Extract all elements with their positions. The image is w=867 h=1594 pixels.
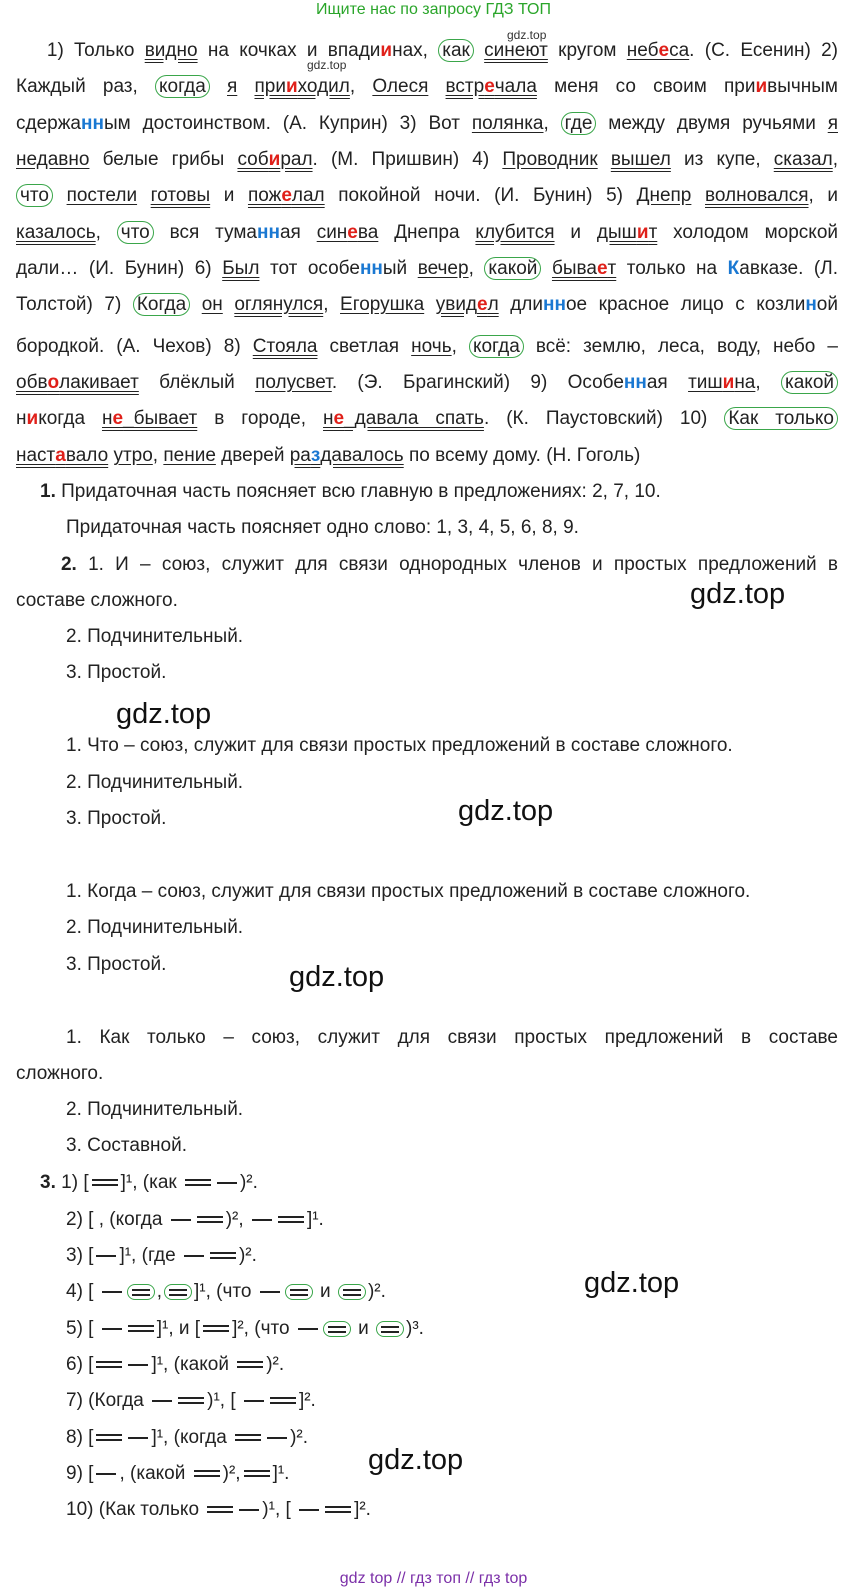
scheme-1: 3. 1) [ ]¹, (как )². (40, 1172, 258, 1193)
task2-chto: 1. Что – союз, служит для связи простых предложений в составе сложного. (66, 735, 733, 756)
watermark: gdz.top (690, 578, 786, 610)
top-banner[interactable]: Ищите нас по запросу ГДЗ ТОП (316, 1, 551, 18)
text-line: дали… (И. Бунин) 6) Был тот особенный вечер, какой бывает только на Кавказе. (Л. (16, 258, 838, 279)
task1-whole: 1. Придаточная часть поясняет всю главную в предложениях: 2, 7, 10. (40, 481, 661, 502)
text-line: никогда не_бывает в городе, не_давала спать. (К. Паустовский) 10) Как только (16, 404, 838, 434)
task2-i-line2: составе сложного. (16, 590, 178, 611)
text-line: бородкой. (А. Чехов) 8) Стояла светлая ночь, когда всё: землю, леса, воду, небо – (16, 336, 838, 357)
scheme-7: 7) (Когда )¹, [ ]². (66, 1390, 316, 1411)
scheme-2: 2) [ , (когда )², ]¹. (66, 1209, 324, 1230)
task2-i-line1: 2. 1. И – союз, служит для связи однородных членов и простых предложений в (60, 554, 839, 575)
scheme-3: 3) [ ]¹, (где )². (66, 1245, 257, 1266)
text-line: обволакивает блёклый полусвет. (Э. Брагинский) 9) Особенная тишина, какой (16, 368, 838, 398)
watermark: gdz.top (458, 795, 554, 827)
task2-compound: 3. Составной. (66, 1135, 188, 1156)
task2-sub: 2. Подчинительный. (66, 917, 244, 938)
watermark: gdz.top (307, 58, 347, 72)
footer-links[interactable]: gdz top // гдз топ // гдз top (339, 1570, 528, 1587)
watermark: gdz.top (368, 1444, 464, 1476)
scheme-6: 6) [ ]¹, (какой )². (66, 1354, 285, 1375)
task2-simple: 3. Простой. (66, 808, 167, 829)
task2-simple: 3. Простой. (66, 954, 167, 975)
scheme-8: 8) [ ]¹, (когда )². (66, 1427, 308, 1448)
task2-sub: 2. Подчинительный. (66, 772, 244, 793)
watermark: gdz.top (584, 1267, 680, 1299)
task2-kak-line1: 1. Как только – союз, служит для связи простых предложений в составе (66, 1027, 838, 1048)
task2-kak-line2: сложного. (16, 1063, 104, 1084)
text-line: наставало утро, пение дверей раздавалось по всему дому. (Н. Гоголь) (16, 445, 641, 466)
text-line: 1) Только видно на кочках и впадиинах, как синеют кругом небеса. (С. Есенин) 2) (16, 40, 838, 61)
watermark: gdz.top (116, 698, 212, 730)
task2-kogda: 1. Когда – союз, служит для связи простых предложений в составе сложного. (66, 881, 751, 902)
text-line: Толстой) 7) Когда он оглянулся, Егорушка увидел длинное красное лицо с козлиной (16, 294, 838, 315)
task2-simple: 3. Простой. (66, 662, 167, 683)
task2-sub: 2. Подчинительный. (66, 626, 244, 647)
task1-word: Придаточная часть поясняет одно слово: 1, 3, 4, 5, 6, 8, 9. (66, 517, 579, 538)
text-line: недавно белые грибы собирал. (М. Пришвин) 4) Проводник вышел из купе, сказал, (16, 149, 838, 170)
text-line: сдержанным достоинством. (А. Куприн) 3) Вот полянка, где между двумя ручьями я (16, 113, 838, 134)
scheme-5: 5) [ ]¹, и [ ]², (что и )³. (66, 1318, 424, 1339)
scheme-4: 4) [ , ]¹, (что и )². (66, 1281, 386, 1302)
text-line: казалось, что вся туманная синева Днепра клубится и дышит холодом морской (16, 222, 839, 243)
text-line: Каждый раз, когда я прииходил, Олеся встречала меня со своим приивычным (16, 76, 838, 97)
text-line: что постели готовы и пожелал покойной ночи. (И. Бунин) 5) Днепр волновался, и (16, 181, 838, 211)
scheme-10: 10) (Как только )¹, [ ]². (66, 1499, 371, 1520)
scheme-9: 9) [ , (какой )², ]¹. (66, 1463, 290, 1484)
watermark: gdz.top (289, 961, 385, 993)
task2-sub: 2. Подчинительный. (66, 1099, 244, 1120)
watermark: gdz.top (507, 28, 547, 42)
